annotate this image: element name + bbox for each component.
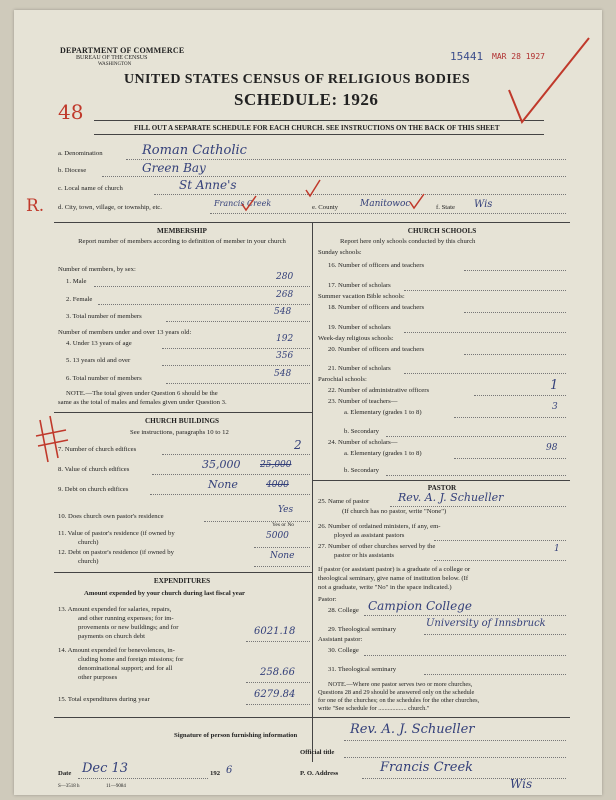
fill-line xyxy=(246,704,310,705)
fill-line xyxy=(404,332,566,333)
graduate-note-line3: not a graduate, write "No" in the space indicated.) xyxy=(318,584,452,591)
q2-value: 268 xyxy=(276,290,294,300)
q10-value: Yes xyxy=(278,505,294,515)
pastor-note-line4: write "See schedule for .................. church." xyxy=(318,705,430,712)
county-label: e. County xyxy=(312,204,339,211)
divider xyxy=(312,480,570,481)
pastor-sublabel: Pastor: xyxy=(318,596,337,603)
signature-label: Signature of person furnishing information xyxy=(174,732,298,739)
schedule-subtitle: SCHEDULE: 1926 xyxy=(234,90,379,109)
q1-value: 280 xyxy=(276,272,294,282)
po-address-value: Francis Creek xyxy=(380,760,474,775)
q8-label: 8. Value of church edifices xyxy=(58,466,130,473)
fill-line xyxy=(246,682,310,683)
weekday-schools-label: Week-day religious schools: xyxy=(318,335,394,342)
fill-line xyxy=(454,458,566,459)
fill-line xyxy=(154,194,566,195)
fill-line xyxy=(364,655,566,656)
county-value: Manitowoc xyxy=(360,199,411,209)
q14-label-line3: denominational support; and for all xyxy=(78,665,173,672)
pastor-note-line1: NOTE.—Where one pastor serves two or more churches, xyxy=(328,681,473,688)
q12-label-line2: church) xyxy=(78,558,99,565)
divider xyxy=(94,134,544,135)
pastor-note-line3: for one of the churches; on the schedules for the other churches, xyxy=(318,697,480,704)
fill-line xyxy=(424,634,566,635)
membership-note-line1: NOTE.—The total given under Question 6 should be the xyxy=(66,390,218,397)
q20-label: 20. Number of officers and teachers xyxy=(328,346,425,353)
fill-line xyxy=(404,290,566,291)
q5-label: 5. 13 years old and over xyxy=(66,357,131,364)
fill-line xyxy=(162,348,310,349)
q2-label: 2. Female xyxy=(66,296,93,303)
instruction-line: FILL OUT A SEPARATE SCHEDULE FOR EACH CHURCH. SEE INSTRUCTIONS ON THE BACK OF THIS SHEET xyxy=(134,124,500,132)
q24a-value: 98 xyxy=(546,443,558,453)
fill-line xyxy=(150,494,310,495)
pastor-note-line2: Questions 28 and 29 should be answered only on the schedule xyxy=(318,689,475,696)
q14-label-line1: 14. Amount expended for benevolences, in- xyxy=(58,647,175,654)
q26-label-line1: 26. Number of ordained ministers, if any, em- xyxy=(318,523,441,530)
form-number-2: 11—9084 xyxy=(106,784,126,789)
handwritten-r-mark: R. xyxy=(26,196,45,216)
local-church-name-value: St Anne's xyxy=(179,178,237,192)
sunday-schools-label: Sunday schools: xyxy=(318,249,362,256)
q15-label: 15. Total expenditures during year xyxy=(58,696,150,703)
department-label: DEPARTMENT OF COMMERCE xyxy=(60,46,185,55)
fill-line xyxy=(126,159,566,160)
graduate-note-line1: If pastor (or assistant pastor) is a graduate of a college or xyxy=(318,566,471,573)
fill-line xyxy=(434,560,566,561)
q18-label: 18. Number of officers and teachers xyxy=(328,304,425,311)
q3-label: 3. Total number of members xyxy=(66,313,142,320)
expenditures-section-title: EXPENDITURES xyxy=(153,577,211,585)
diocese-label: b. Diocese xyxy=(58,167,87,174)
local-church-name-label: c. Local name of church xyxy=(58,185,123,192)
membership-note-line2: same as the total of males and females given under Question 3. xyxy=(58,399,227,406)
fill-line xyxy=(94,286,310,287)
fill-line xyxy=(102,176,566,177)
q29-label: 29. Theological seminary xyxy=(328,626,397,633)
q8-struck-value: 25,000 xyxy=(260,460,292,470)
city-town-value: Francis Creek xyxy=(214,199,272,208)
church-buildings-section-title: CHURCH BUILDINGS xyxy=(144,417,220,425)
q11-label-line2: church) xyxy=(78,539,99,546)
q3-value: 548 xyxy=(274,307,292,317)
q26-label-line2: ployed as assistant pastors xyxy=(334,532,405,539)
fill-line xyxy=(424,674,566,675)
fill-line xyxy=(204,521,310,522)
year-digit: 6 xyxy=(226,765,233,776)
fill-line xyxy=(464,312,566,313)
by-sex-label: Number of members, by sex: xyxy=(58,266,136,273)
fill-line xyxy=(162,454,310,455)
q23a-label: a. Elementary (grades 1 to 8) xyxy=(344,409,422,416)
fill-line xyxy=(254,547,310,548)
q9-struck-value: 4000 xyxy=(266,480,289,490)
q5-value: 356 xyxy=(276,351,294,361)
q13-label-line1: 13. Amount expended for salaries, repairs, xyxy=(58,606,172,613)
fill-line xyxy=(404,373,566,374)
q9-value: None xyxy=(208,478,238,491)
college-value: Campion College xyxy=(368,599,472,613)
check-mark-icon xyxy=(504,30,594,130)
seminary-value: University of Innsbruck xyxy=(426,618,546,629)
receipt-number-stamp: 15441 xyxy=(450,50,484,63)
membership-section-title: MEMBERSHIP xyxy=(157,227,207,235)
official-title-label: Official title xyxy=(300,749,335,756)
fill-line xyxy=(166,383,310,384)
summer-schools-label: Summer vacation Bible schools: xyxy=(318,293,405,300)
denomination-value: Roman Catholic xyxy=(142,143,247,158)
strikethrough-mark-icon xyxy=(34,410,70,470)
q14-label-line4: other purposes xyxy=(78,674,118,681)
fill-line xyxy=(344,740,566,741)
q17-label: 17. Number of scholars xyxy=(328,282,391,289)
city-town-label: d. City, town, village, or township, etc. xyxy=(58,204,162,211)
fill-line xyxy=(464,270,566,271)
q19-label: 19. Number of scholars xyxy=(328,324,391,331)
q14-value: 258.66 xyxy=(260,667,295,678)
q23-label: 23. Number of teachers— xyxy=(328,398,398,405)
q16-label: 16. Number of officers and teachers xyxy=(328,262,425,269)
fill-line xyxy=(474,395,566,396)
fill-line xyxy=(386,475,566,476)
fill-line xyxy=(364,615,566,616)
q30-label: 30. College xyxy=(328,647,359,654)
q31-label: 31. Theological seminary xyxy=(328,666,397,673)
q24-label: 24. Number of scholars— xyxy=(328,439,398,446)
q27-value: 1 xyxy=(554,544,560,554)
buildings-instructions: See instructions, paragraphs 10 to 12 xyxy=(130,429,229,436)
check-mark-icon xyxy=(240,194,260,214)
q24a-label: a. Elementary (grades 1 to 8) xyxy=(344,450,422,457)
date-label: Date xyxy=(58,770,72,777)
fill-line xyxy=(362,778,566,779)
q4-value: 192 xyxy=(276,334,294,344)
year-prefix: 192 xyxy=(210,770,221,777)
schools-intro: Report here only schools conducted by this church xyxy=(340,238,476,245)
q13-label-line2: and other running expenses; for im- xyxy=(78,615,174,622)
fill-line xyxy=(152,474,310,475)
q7-value: 2 xyxy=(294,438,302,452)
divider xyxy=(54,717,570,718)
q27-label-line1: 27. Number of other churches served by the xyxy=(318,543,436,550)
state-value: Wis xyxy=(474,199,493,210)
q12-value: None xyxy=(270,551,295,561)
fill-line xyxy=(210,213,566,214)
church-schools-section-title: CHURCH SCHOOLS xyxy=(407,227,477,235)
check-mark-icon xyxy=(408,192,428,212)
q11-value: 5000 xyxy=(266,531,289,541)
assistant-pastor-sublabel: Assistant pastor: xyxy=(318,636,363,643)
q23b-label: b. Secondary xyxy=(344,428,379,435)
q4-label: 4. Under 13 years of age xyxy=(66,340,132,347)
q10-label: 10. Does church own pastor's residence xyxy=(58,513,164,520)
date-value: Dec 13 xyxy=(82,761,129,776)
form-number: S—3518 h xyxy=(58,784,80,789)
fill-line xyxy=(390,506,566,507)
expenditures-intro: Amount expended by your church during last fiscal year xyxy=(84,590,246,597)
diocese-value: Green Bay xyxy=(142,161,206,175)
divider xyxy=(94,120,544,121)
fill-line xyxy=(344,757,566,758)
pastor-section-title: PASTOR xyxy=(427,484,457,492)
q6-label: 6. Total number of members xyxy=(66,375,142,382)
q23a-value: 3 xyxy=(552,402,558,412)
bureau-label: BUREAU OF THE CENSUS xyxy=(76,55,148,61)
q21-label: 21. Number of scholars xyxy=(328,365,391,372)
fill-line xyxy=(464,354,566,355)
membership-intro: Report number of members according to definition of member in your church xyxy=(78,238,286,245)
divider xyxy=(54,572,312,573)
fill-line xyxy=(386,436,566,437)
q13-label-line4: payments on church debt xyxy=(78,633,146,640)
q11-label-line1: 11. Value of pastor's residence (if owned by xyxy=(58,530,175,537)
q12-label-line1: 12. Debt on pastor's residence (if owned by xyxy=(58,549,174,556)
q13-value: 6021.18 xyxy=(254,626,296,637)
q9-label: 9. Debt on church edifices xyxy=(58,486,129,493)
q13-label-line3: provements or new buildings; and for xyxy=(78,624,179,631)
column-divider xyxy=(312,222,313,762)
po-address-label: P. O. Address xyxy=(300,770,339,777)
q15-value: 6279.84 xyxy=(254,689,296,700)
state-label: f. State xyxy=(436,204,455,211)
check-mark-icon xyxy=(304,178,324,198)
q1-label: 1. Male xyxy=(66,278,87,285)
divider xyxy=(54,412,312,413)
handwritten-number-48: 48 xyxy=(58,100,84,124)
q7-label: 7. Number of church edifices xyxy=(58,446,137,453)
signature-value: Rev. A. J. Schueller xyxy=(350,722,475,737)
parochial-schools-label: Parochial schools: xyxy=(318,376,367,383)
q22-value: 1 xyxy=(550,378,559,393)
q27-label-line2: pastor or his assistants xyxy=(334,552,394,559)
under-over-label: Number of members under and over 13 years old: xyxy=(58,329,192,336)
q14-label-line2: cluding home and foreign missions; for xyxy=(78,656,184,663)
q24b-label: b. Secondary xyxy=(344,467,379,474)
fill-line xyxy=(162,365,310,366)
fill-line xyxy=(454,417,566,418)
pastor-name-value: Rev. A. J. Schueller xyxy=(398,491,504,504)
fill-line xyxy=(98,304,310,305)
q28-label: 28. College xyxy=(328,607,359,614)
fill-line xyxy=(78,778,208,779)
denomination-label: a. Denomination xyxy=(58,150,103,157)
fill-line xyxy=(434,540,566,541)
q6-value: 548 xyxy=(274,369,292,379)
fill-line xyxy=(254,566,310,567)
receipt-date-stamp: MAR 28 1927 xyxy=(492,52,545,61)
q22-label: 22. Number of administrative officers xyxy=(328,387,430,394)
fill-line xyxy=(246,641,310,642)
fill-line xyxy=(166,321,310,322)
po-address-state: Wis xyxy=(510,777,533,791)
yes-no-hint: Yes or No xyxy=(272,522,295,528)
q25-hint: (If church has no pastor, write "None") xyxy=(342,508,447,515)
q25-label: 25. Name of pastor xyxy=(318,498,370,505)
city-label: WASHINGTON xyxy=(98,62,132,67)
page-title: UNITED STATES CENSUS OF RELIGIOUS BODIES xyxy=(124,72,471,87)
graduate-note-line2: theological seminary, give name of institution below. (If xyxy=(318,575,469,582)
census-schedule-document xyxy=(14,10,602,795)
q8-value: 35,000 xyxy=(202,458,241,471)
